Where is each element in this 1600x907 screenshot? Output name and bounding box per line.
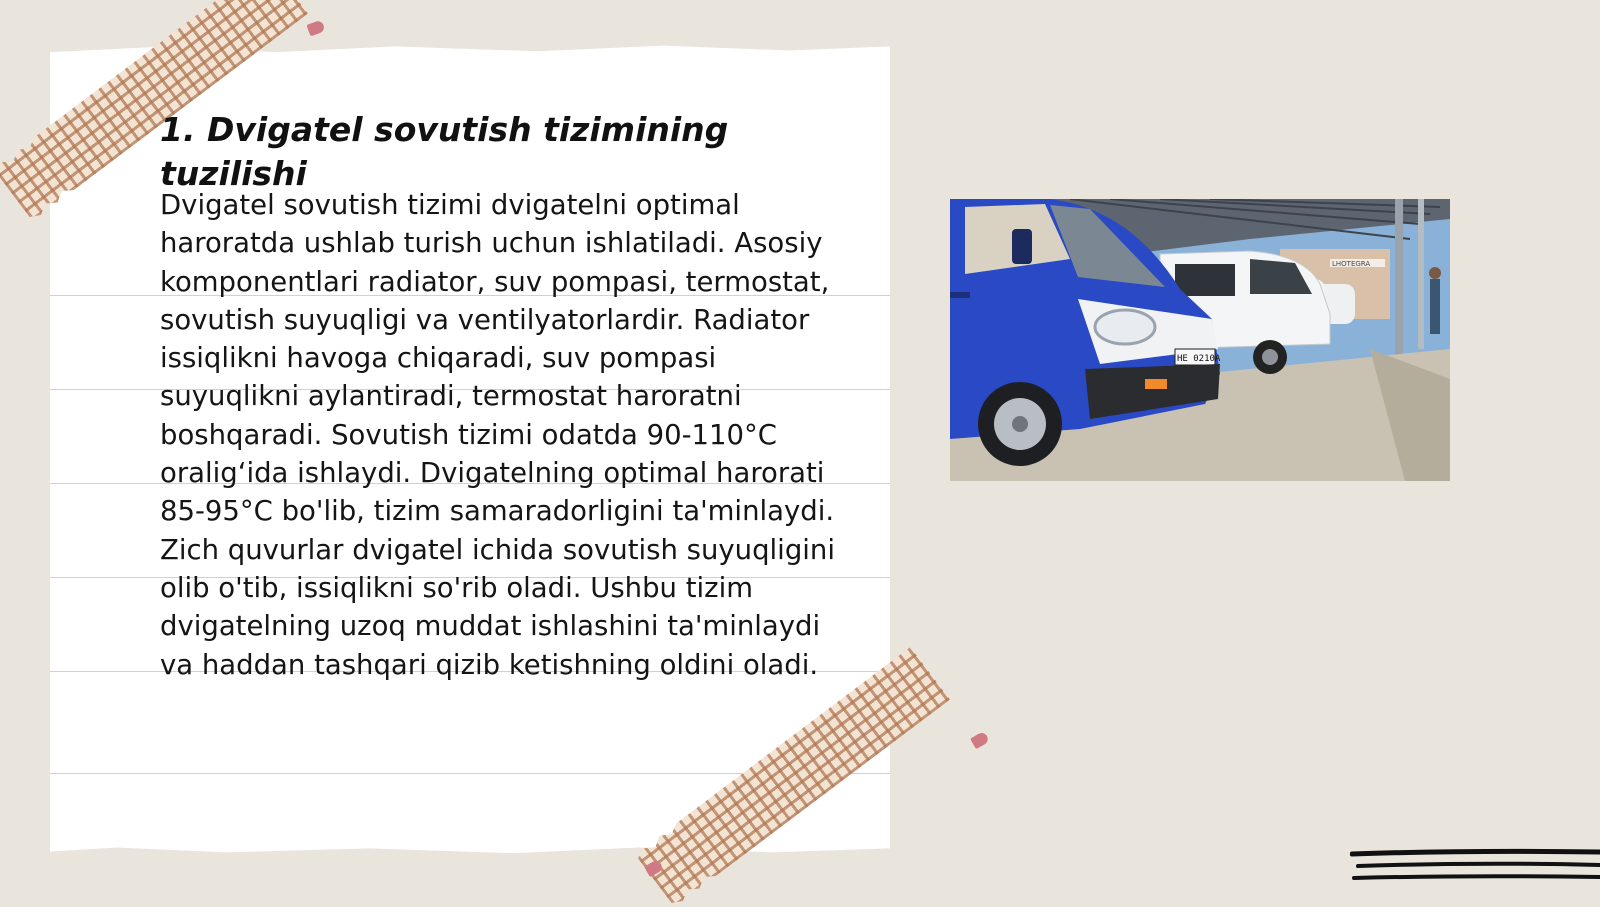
decorative-scribble-lines [1350,848,1600,888]
sign-text: LHOTEGRA [1332,260,1371,268]
van-photo [950,199,1450,481]
slide-title: 1. Dvigatel sovutish tizimining tuzilishi [160,110,729,193]
slide-body-text: Dvigatel sovutish tizimi dvigatelni optimal haroratda ushlab turish uchun ishlatiladi. Asosiy komponentlari radiator, suv pompasi, termostat, sovutish suyuqligi va ventilyatorlardir. Radiator issiqlikni havoga chiqaradi, suv pompasi suyuqlikni aylantiradi, termostat haroratni boshqaradi. Sovutish tizimi odatda 90-110°C oralig‘ida ishlaydi. Dvigatelning optimal harorati 85-95°C bo'lib, tizim samaradorligini ta'minlaydi. Zich quvurlar dvigatel ichida sovutish suyuqligini olib o'tib, issiqlikni so'rib oladi. Ushbu tizim dvigatelning uzoq muddat ishlashini ta'minlaydi va haddan tashqari qizib ketishning oldini oladi. [160,189,835,681]
tape-tip [970,731,990,749]
tape-tip [306,20,325,37]
plate-text: HE 0210A [1177,354,1221,364]
